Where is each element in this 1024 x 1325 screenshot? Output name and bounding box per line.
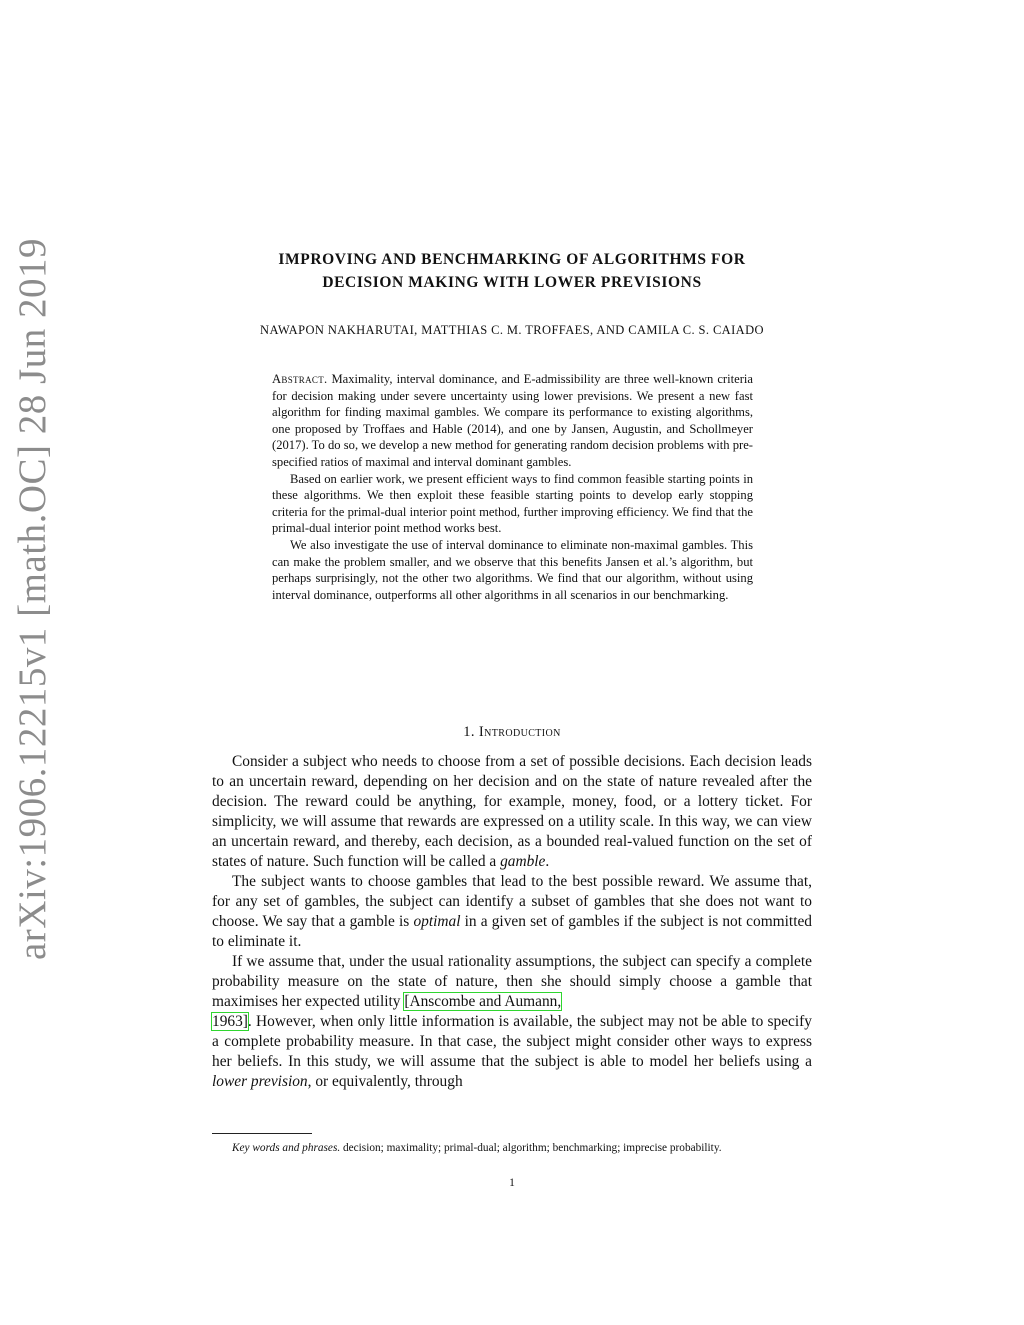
section-title: Introduction bbox=[478, 724, 561, 740]
emphasis-gamble: gamble bbox=[500, 853, 546, 870]
body-text-run: Consider a subject who needs to choose from a set of possible decisions. Each decision leads to an uncertain reward, depending on her decision and on the state of nature revealed after the decision. The reward could be anything, for example, money, food, or a lottery ticket. For simplicity, we will assume that rewards are expressed on a utility scale. In this way, we can view an uncertain reward, and thereby, each decision, as a bounded real-valued function on the set of states of nature. Such function will be called a bbox=[212, 753, 812, 870]
body-text-run: If we assume that, under the usual rationality assumptions, the subject can specify a complete probability measure on the state of nature, then she should simply choose a gamble that maximises her expected utility bbox=[212, 953, 812, 1010]
footnote bbox=[212, 1140, 812, 1156]
body-text-run: . However, when only little information is available, the subject may not be able to specify a complete probability measure. In that case, the subject might consider other ways to express her beliefs. In this study, we will assume that the subject is able to model her beliefs using a bbox=[212, 1013, 812, 1070]
author-list: NAWAPON NAKHARUTAI, MATTHIAS C. M. TROFFAES, AND CAMILA C. S. CAIADO bbox=[260, 323, 764, 337]
title-line-1: IMPROVING AND BENCHMARKING OF ALGORITHMS FOR bbox=[278, 251, 746, 268]
footnote-rule bbox=[212, 1133, 312, 1134]
arxiv-stamp: arXiv:1906.12215v1 [math.OC] 28 Jun 2019 bbox=[11, 238, 54, 960]
footnote-label: Key words and phrases. bbox=[232, 1142, 341, 1154]
abstract bbox=[272, 371, 753, 603]
section-number: 1. bbox=[463, 724, 475, 740]
abstract-paragraph-1 bbox=[272, 371, 753, 471]
emphasis-lower-prevision: lower prevision bbox=[212, 1073, 308, 1090]
emphasis-optimal: optimal bbox=[413, 913, 461, 930]
title-line-2: DECISION MAKING WITH LOWER PREVISIONS bbox=[322, 274, 702, 291]
body-text-run: The subject wants to choose gambles that lead to the best possible reward. We assume that, for any set of gambles, the subject can identify a subset of gambles that she does not want to choose. We say that a gamble is bbox=[212, 873, 812, 930]
abstract-text-1: Maximality, interval dominance, and E-admissibility are three well-known criteria for decision making under severe uncertainty using lower previsions. We present a new fast algorithm for finding maximal gambles. We compare its performance to existing algorithms, one proposed by Troffaes and Hable (2014), and one by Jansen, Augustin, and Schollmeyer (2017). To do so, we develop a new method for generating random decision problems with pre-specified ratios of maximal and interval dominant gambles. bbox=[272, 372, 753, 469]
abstract-paragraph-2: Based on earlier work, we present efficient ways to find common feasible starting points in these algorithms. We then exploit these feasible starting points to develop early stopping criteria for the primal-dual interior point method, further improving efficiency. We find that the primal-dual interior point method works best. bbox=[272, 471, 753, 536]
body-paragraph-3 bbox=[212, 952, 812, 1092]
citation-link-year[interactable]: 1963] bbox=[212, 1013, 248, 1030]
abstract-label: Abstract. bbox=[272, 372, 328, 386]
body-text-run: . bbox=[545, 853, 550, 870]
section-heading bbox=[212, 724, 812, 741]
body-text-run: , or equivalently, through bbox=[307, 1073, 463, 1090]
body-text-run: in a given set of gambles if the subject is not committed to eliminate it. bbox=[212, 913, 812, 950]
footnote-text: decision; maximality; primal-dual; algorithm; benchmarking; imprecise probability. bbox=[340, 1142, 722, 1154]
citation-link-authors[interactable]: [Anscombe and Aumann, bbox=[404, 993, 562, 1010]
paper-title bbox=[212, 248, 812, 294]
introduction-body bbox=[212, 752, 812, 1092]
abstract-paragraph-3: We also investigate the use of interval dominance to eliminate non-maximal gambles. This can make the problem smaller, and we observe that this benefits Jansen et al.’s algorithm, but perhaps surprisingly, not the other two algorithms. We find that our algorithm, without using interval dominance, outperforms all other algorithms in all scenarios in our benchmarking. bbox=[272, 537, 753, 602]
body-paragraph-2 bbox=[212, 872, 812, 952]
page-number: 1 bbox=[509, 1177, 515, 1189]
body-paragraph-1 bbox=[212, 752, 812, 872]
